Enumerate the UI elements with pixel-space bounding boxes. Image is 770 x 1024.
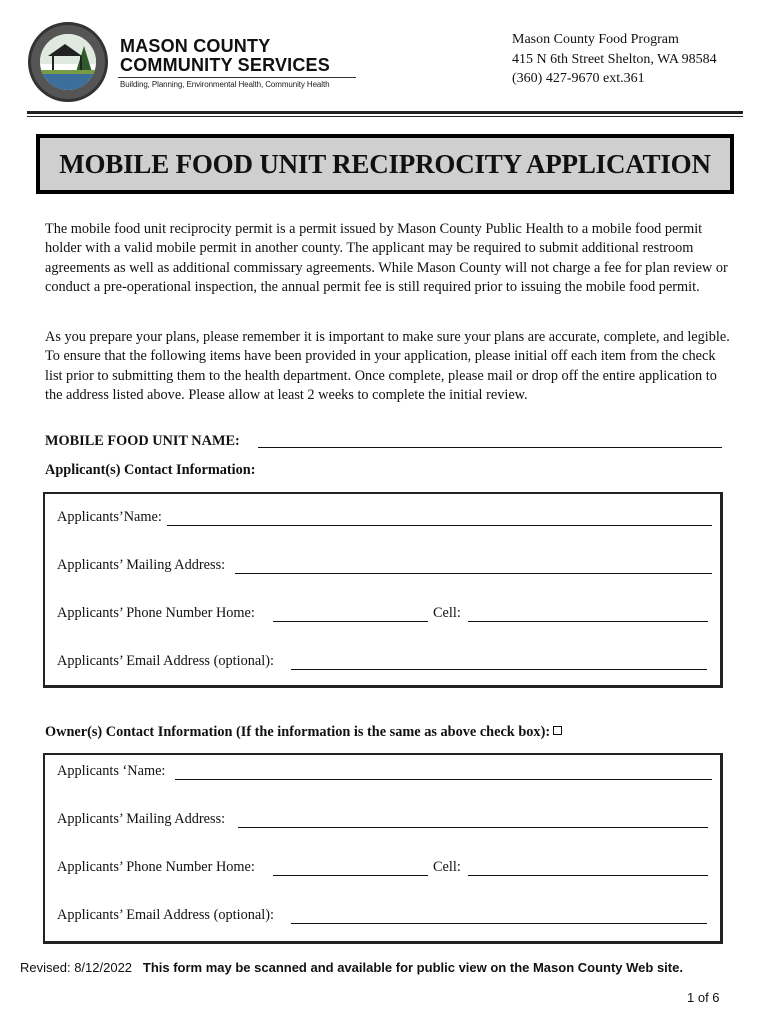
program-address — [512, 30, 717, 89]
same-as-above-checkbox[interactable] — [553, 726, 562, 735]
org-divider — [118, 77, 356, 78]
revised-date: Revised: 8/12/2022 — [20, 960, 133, 975]
owner-cell-field[interactable] — [468, 875, 708, 876]
applicant-name-label: Applicants’Name: — [57, 509, 162, 525]
intro-paragraph-1: The mobile food unit reciprocity permit is a permit issued by Mason County Public Health to a mobile food permit holder with a valid mobile permit in another county. The applicant may be required to submit additional restroom agreements as well as additional commissary agreements. While Mason County will not charge a fee for plan review or conduct a pre-operational inspection, the annual permit fee is still required prior to issuing the mobile food permit. — [45, 221, 728, 296]
owner-mailing-field[interactable] — [238, 827, 708, 828]
page-number: 1 of 6 — [687, 990, 720, 1005]
owner-mailing-label: Applicants’ Mailing Address: — [57, 811, 226, 827]
county-seal-logo — [28, 22, 108, 102]
owner-email-label: Applicants’ Email Address (optional): — [57, 907, 274, 923]
owner-name-field[interactable] — [175, 779, 712, 780]
org-name-line1: MASON COUNTY — [120, 36, 271, 56]
footer-note — [20, 960, 683, 975]
owner-contact-box — [43, 753, 723, 944]
org-tagline: Building, Planning, Environmental Health, Community Health — [120, 80, 330, 89]
owner-email-field[interactable] — [291, 923, 707, 924]
applicant-email-field[interactable] — [291, 669, 707, 670]
owner-phone-field[interactable] — [273, 875, 428, 876]
applicant-section-heading: Applicant(s) Contact Information: — [45, 462, 256, 478]
intro-paragraph-2: As you prepare your plans, please remember it is important to make sure your plans are accurate, complete, and legible. To ensure that the following items have been provided in your application, please initial off each item from the check list prior to submitting them to the health department. Once complete, please mail or drop off the entire application to the address listed above. Please allow at least 2 weeks to complete the initial review. — [45, 329, 730, 404]
form-title: MOBILE FOOD UNIT RECIPROCITY APPLICATION — [40, 138, 730, 190]
applicant-cell-label: Cell: — [433, 605, 461, 621]
unit-name-label: MOBILE FOOD UNIT NAME: — [45, 433, 240, 449]
unit-name-field[interactable] — [258, 447, 722, 448]
applicant-name-field[interactable] — [167, 525, 712, 526]
owner-section-heading — [45, 724, 562, 741]
owner-phone-label: Applicants’ Phone Number Home: — [57, 859, 255, 875]
header-rule-thin — [27, 116, 743, 117]
address-line-2: 415 N 6th Street Shelton, WA 98584 — [512, 51, 717, 67]
org-name-line2: COMMUNITY SERVICES — [120, 55, 330, 75]
form-title-box — [36, 134, 734, 194]
owner-name-label: Applicants ‘Name: — [57, 763, 166, 779]
header-rule-thick — [27, 111, 743, 114]
applicant-phone-field[interactable] — [273, 621, 428, 622]
address-line-3: (360) 427-9670 ext.361 — [512, 71, 645, 86]
owner-cell-label: Cell: — [433, 859, 461, 875]
applicant-mailing-label: Applicants’ Mailing Address: — [57, 557, 226, 573]
applicant-mailing-field[interactable] — [235, 573, 712, 574]
public-notice: This form may be scanned and available for public view on the Mason County Web site. — [142, 960, 683, 975]
applicant-contact-box — [43, 492, 723, 688]
owner-section-heading-text: Owner(s) Contact Information (If the information is the same as above check box): — [45, 724, 551, 740]
applicant-email-label: Applicants’ Email Address (optional): — [57, 653, 274, 669]
applicant-cell-field[interactable] — [468, 621, 708, 622]
applicant-phone-label: Applicants’ Phone Number Home: — [57, 605, 255, 621]
address-line-1: Mason County Food Program — [512, 32, 679, 47]
org-name — [120, 37, 330, 75]
